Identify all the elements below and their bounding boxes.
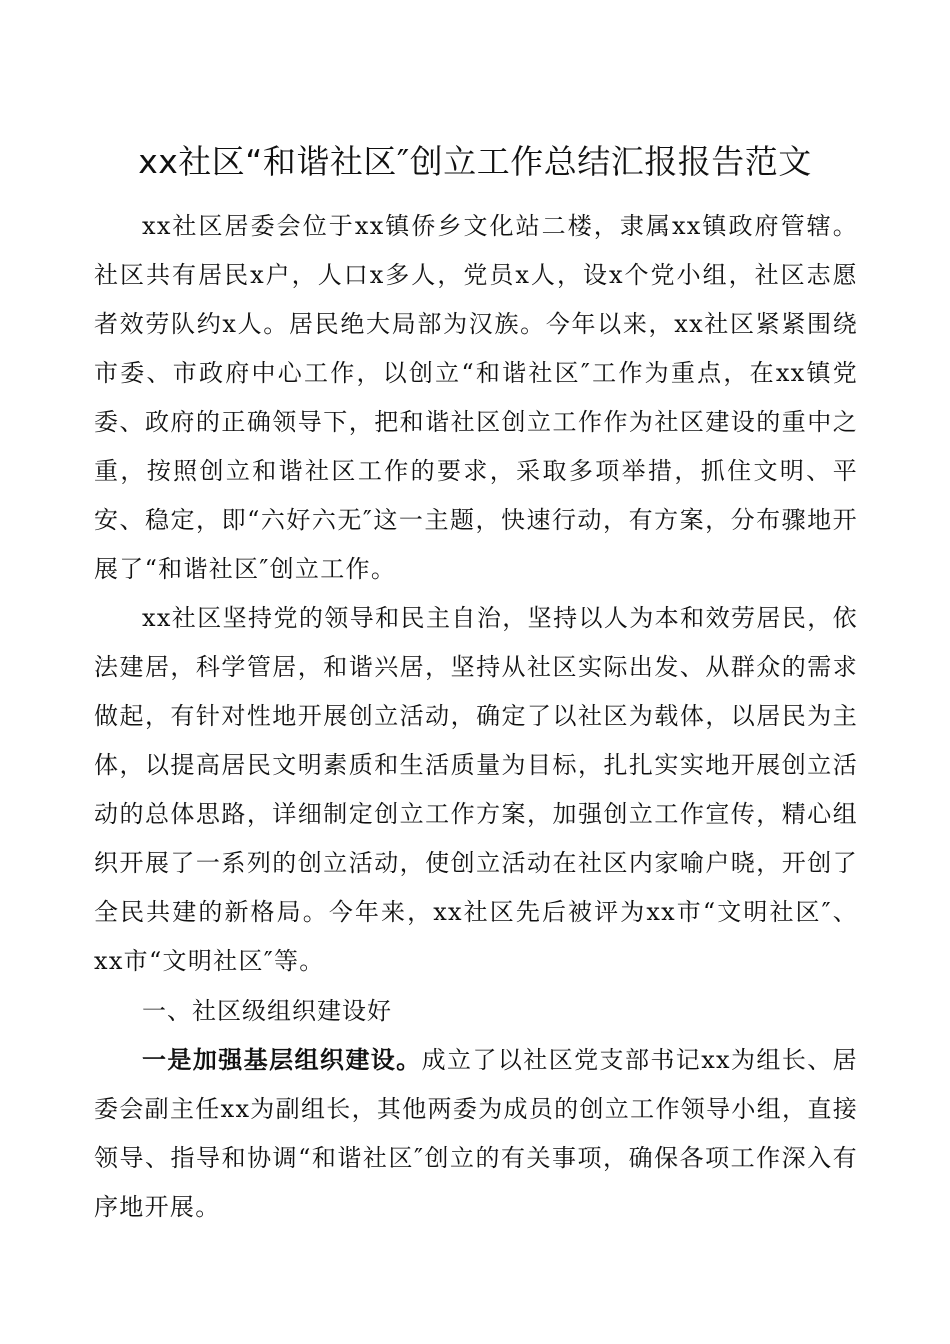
paragraph-text: 成立了以社区党支部书记xx为组长、居委会副主任xx为副组长，其他两委为成员的创立工作领导小组，直接领导、指导和协调“和谐社区″创立的有关事项，确保各项工作深入有序地开展。 <box>94 1046 858 1221</box>
paragraph-3 <box>94 1036 858 1232</box>
document-title: xx社区“和谐社区″创立工作总结汇报报告范文 <box>138 142 812 181</box>
paragraph-lead: 一是加强基层组织建设。 <box>142 1046 422 1074</box>
section-heading: 一、社区级组织建设好 <box>142 997 392 1025</box>
document-body <box>94 202 858 1232</box>
paragraph-1: xx社区居委会位于xx镇侨乡文化站二楼，隶属xx镇政府管辖。社区共有居民x户，人口x多人，党员x人，设x个党小组，社区志愿者效劳队约x人。居民绝大局部为汉族。今年以来，xx社区紧紧围绕市委、市政府中心工作，以创立“和谐社区″工作为重点，在xx镇党委、政府的正确领导下，把和谐社区创立工作作为社区建设的重中之重，按照创立和谐社区工作的要求，采取多项举措，抓住文明、平安、稳定，即“六好六无″这一主题，快速行动，有方案，分布骤地开展了“和谐社区″创立工作。 <box>94 212 858 583</box>
paragraph-2: xx社区坚持党的领导和民主自治，坚持以人为本和效劳居民，依法建居，科学管居，和谐兴居，坚持从社区实际出发、从群众的需求做起，有针对性地开展创立活动，确定了以社区为载体，以居民为主体，以提高居民文明素质和生活质量为目标，扎扎实实地开展创立活动的总体思路，详细制定创立工作方案，加强创立工作宣传，精心组织开展了一系列的创立活动，使创立活动在社区内家喻户晓，开创了全民共建的新格局。今年来，xx社区先后被评为xx市“文明社区″、xx市“文明社区″等。 <box>94 604 858 975</box>
